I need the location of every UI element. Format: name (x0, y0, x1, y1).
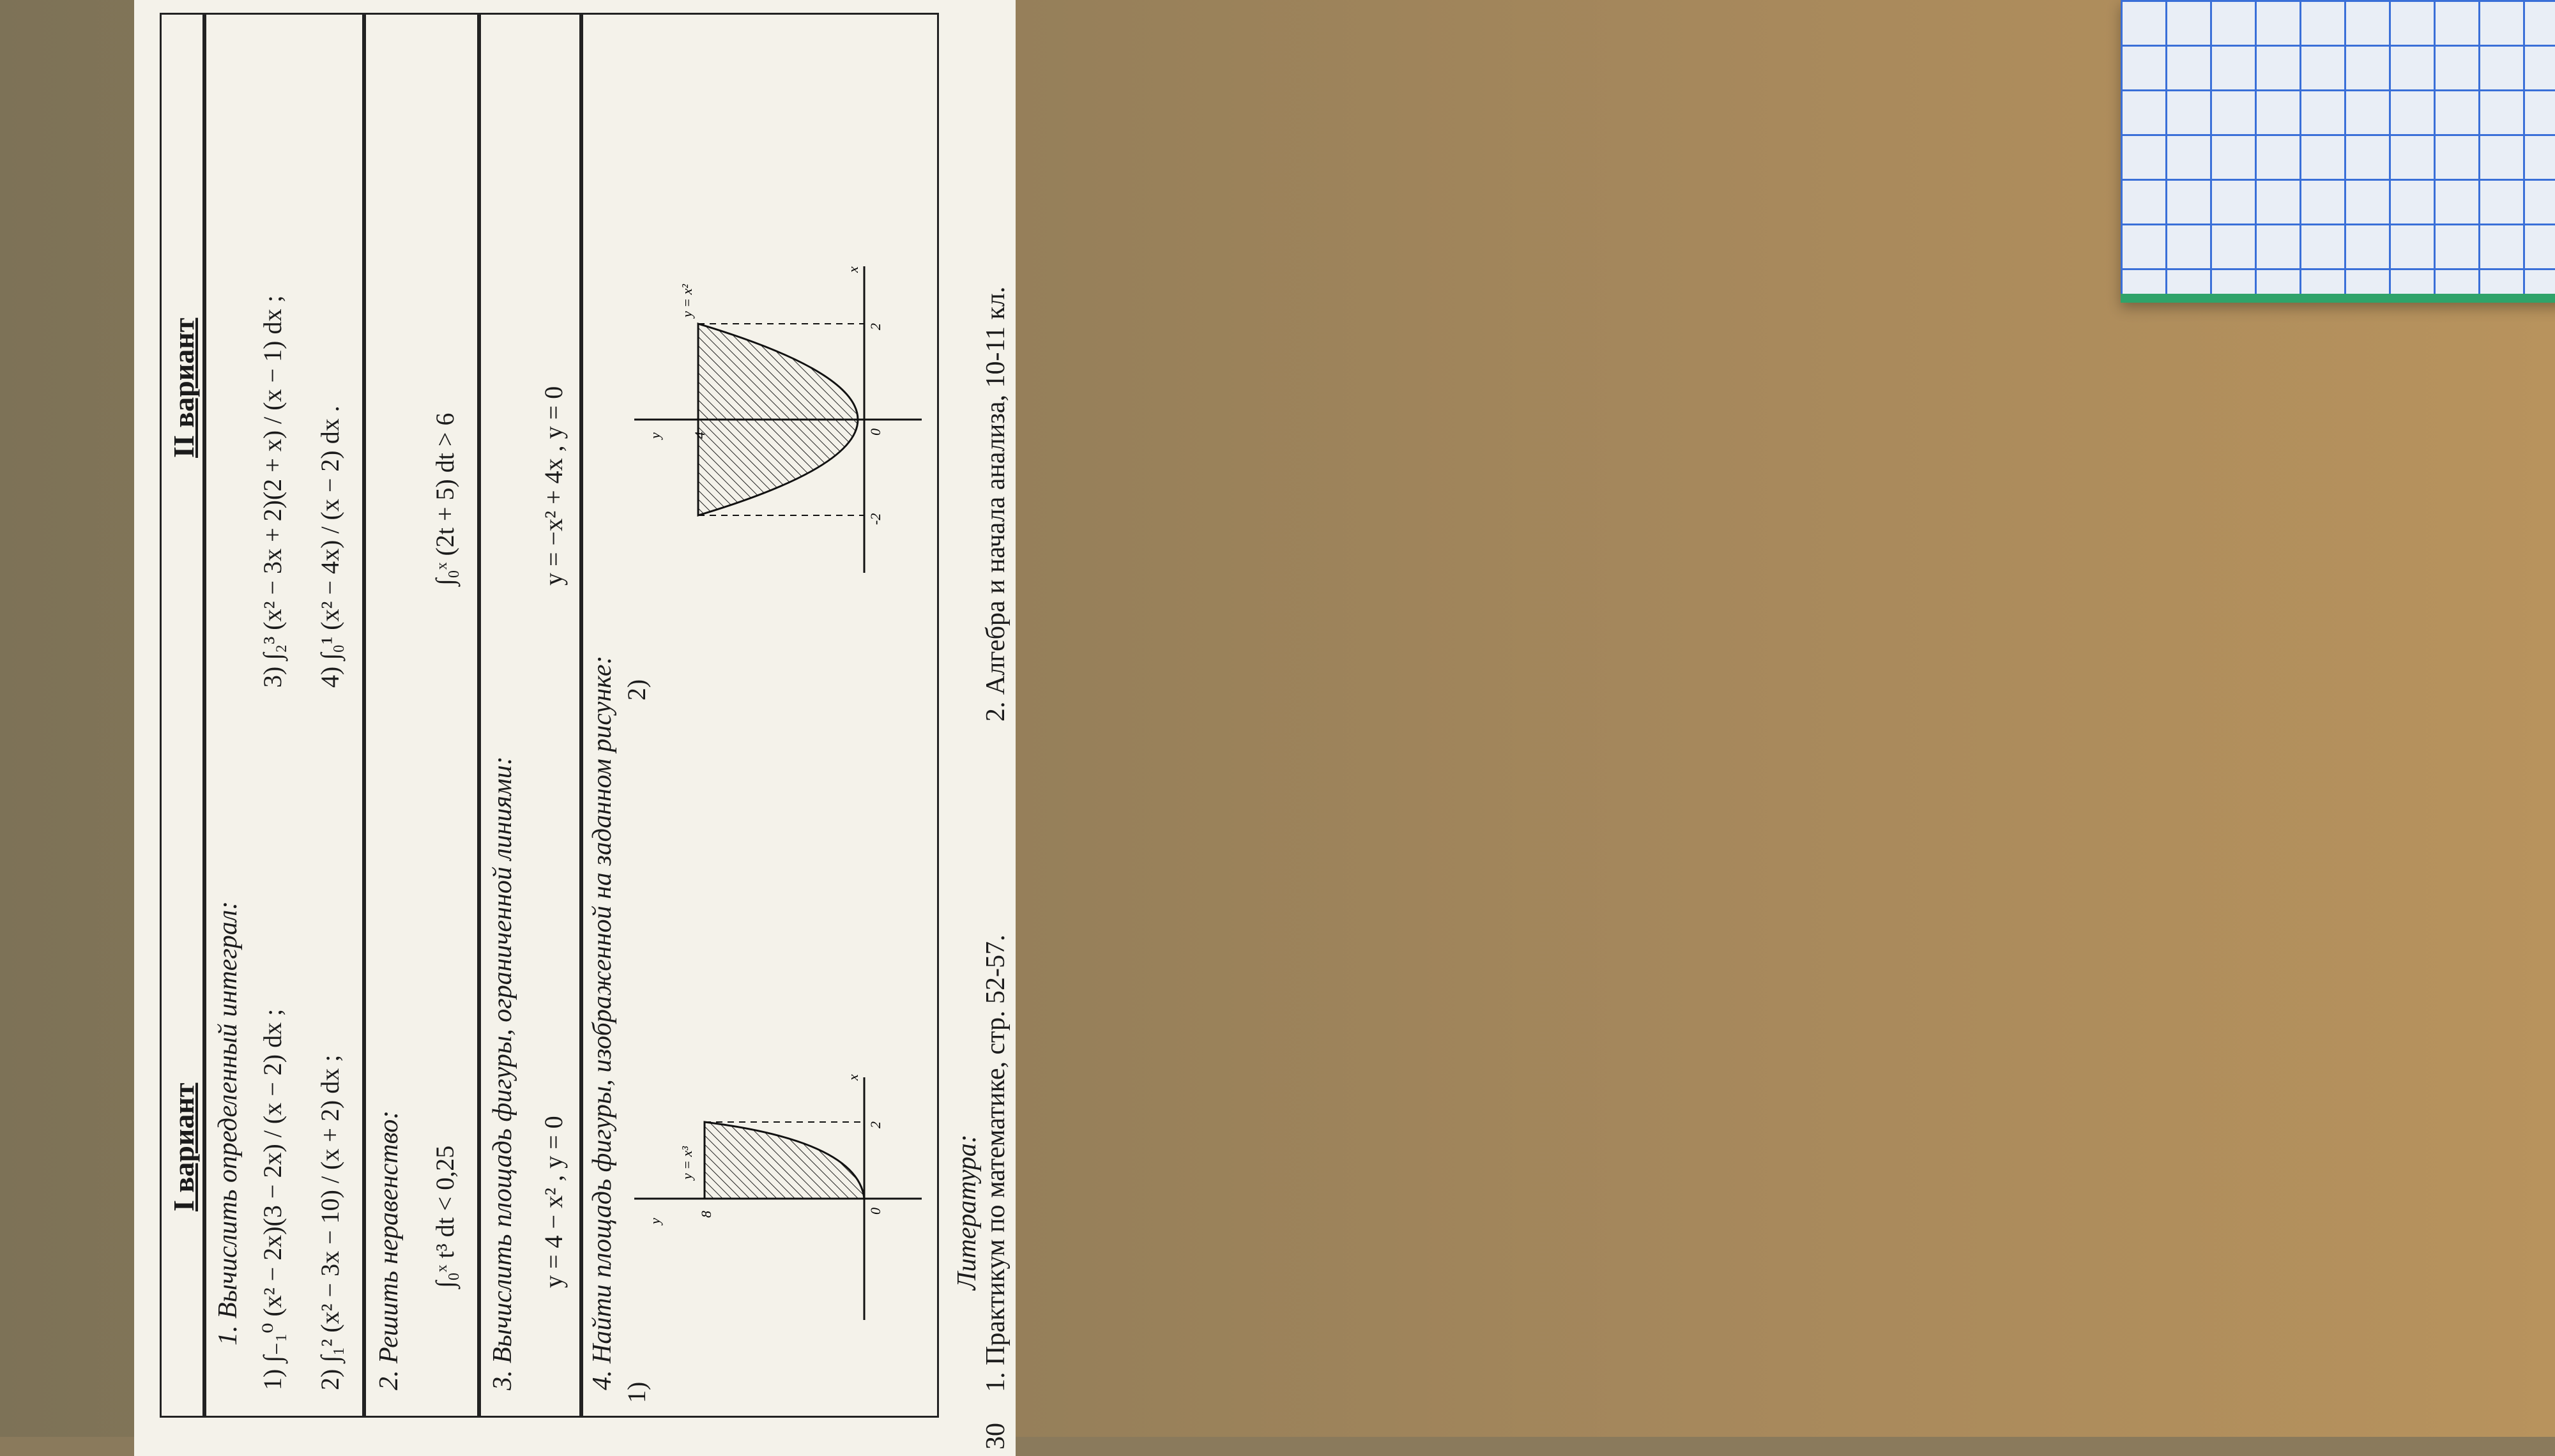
task4-block (581, 13, 939, 1418)
figure2-graph (622, 254, 928, 586)
variant2-heading: II вариант (167, 317, 200, 458)
figure1-number: 1) (622, 1381, 651, 1403)
fig1-curve: y = x³ (679, 1146, 695, 1179)
task1-item2: 2) ∫₁² (x² − 3x − 10) / (x + 2) dx ; (316, 1054, 344, 1390)
task1-block (204, 13, 364, 1418)
fig1-origin: 0 (867, 1208, 883, 1215)
notebook-corner (2121, 0, 2555, 303)
fig2-y-label: y (647, 432, 663, 439)
task2-block (364, 13, 479, 1418)
fig1-x-label: x (845, 1074, 861, 1081)
variant1-heading: I вариант (167, 1082, 200, 1211)
fig2-tick-neg2: -2 (867, 513, 883, 525)
fig1-tick-8: 8 (698, 1211, 714, 1218)
fig1-tick-2: 2 (867, 1121, 883, 1128)
task3-variant1: y = 4 − x² , y = 0 (539, 1116, 568, 1288)
task1-item3: 3) ∫₂³ (x² − 3x + 2)(2 + x) / (x − 1) dx ; (258, 295, 287, 688)
task1-item1: 1) ∫₋₁⁰ (x² − 2x)(3 − 2x) / (x − 2) dx ; (258, 1008, 287, 1390)
worksheet (134, 0, 1016, 1456)
task2-title: 2. Решить неравенство: (374, 1110, 404, 1390)
header-row (160, 13, 204, 1418)
literature-item1: 1. Практикум по математике, стр. 52-57. (981, 934, 1011, 1392)
fig2-x-label: x (845, 266, 861, 273)
task3-variant2: y = −x² + 4x , y = 0 (539, 386, 568, 586)
literature-title: Литература: (952, 1134, 982, 1290)
task3-block (479, 13, 581, 1418)
task2-variant1: ∫₀ˣ t³ dt < 0,25 (431, 1145, 459, 1288)
literature-item2: 2. Алгебра и начала анализа, 10-11 кл. (981, 286, 1011, 722)
fig1-y-label: y (647, 1218, 663, 1224)
task4-title: 4. Найти площадь фигуры, изображенной на заданном рисунке: (588, 655, 617, 1390)
fig2-origin: 0 (867, 428, 883, 436)
figure2-number: 2) (622, 679, 651, 701)
fig2-tick-2: 2 (867, 323, 883, 330)
figure1-graph (622, 1065, 928, 1333)
task2-variant2: ∫₀ˣ (2t + 5) dt > 6 (431, 413, 459, 586)
page-number: 30 (981, 1423, 1011, 1450)
fig2-tick-4: 4 (692, 432, 708, 439)
fig2-curve: y = x² (679, 284, 695, 317)
task1-title: 1. Вычислить определенный интеграл: (213, 900, 243, 1346)
task1-item4: 4) ∫₀¹ (x² − 4x) / (x − 2) dx . (316, 406, 344, 688)
task3-title: 3. Вычислить площадь фигуры, ограниченной линиями: (488, 756, 517, 1390)
